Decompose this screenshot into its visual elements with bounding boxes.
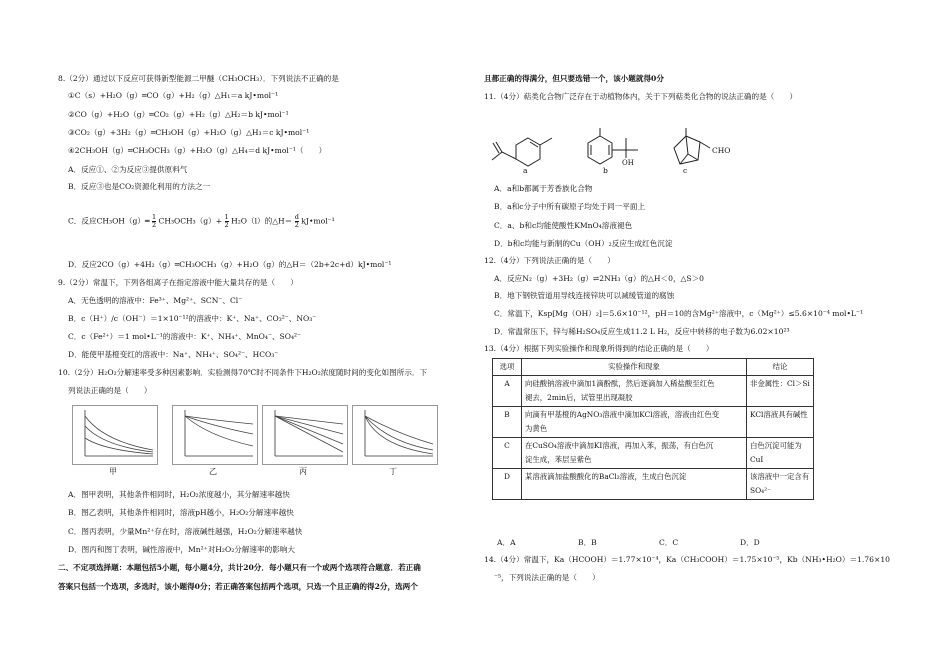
q8-option-b: B．反应③也是CO₂资源化利用的方法之一 xyxy=(68,182,211,191)
table-cell-operation: 向硅酸钠溶液中滴加1滴酚酞，然后逐滴加入稀盐酸至红色 褪去，2min后，试管里出现凝胶 xyxy=(522,376,747,407)
figure-label-ding: 丁 xyxy=(389,467,397,476)
table-row xyxy=(493,438,814,469)
q10-option-d: D．图丙和图丁表明，碱性溶液中，Mn²⁺对H₂O₂分解速率的影响大 xyxy=(68,545,295,554)
section2-heading-line2: 答案只包括一个选项，多选时，该小题得0分；若正确答案包括两个选项，只选一个且正确的得2分，选两个 xyxy=(58,582,418,591)
structure-b xyxy=(578,128,658,173)
q14-stem-line2: ⁻⁵，下列说法正确的是（ ） xyxy=(494,573,600,582)
table-cell-option: A xyxy=(493,376,522,407)
fraction-half-2: $\frac{1}{2}$ xyxy=(224,213,229,229)
figure-ding-curves xyxy=(353,406,437,464)
table-cell-operation: 向滴有甲基橙的AgNO₃溶液中滴加KCl溶液，溶液由红色变 为黄色 xyxy=(522,407,747,438)
q8-reaction-1: ①C（s）+H₂O（g）═CO（g）+H₂（g）△H₁＝a kJ•mol⁻¹ xyxy=(68,91,279,100)
structure-b-oh: OH xyxy=(622,159,634,167)
table-row xyxy=(493,407,814,438)
structure-c-cho: CHO xyxy=(712,146,731,155)
figure-jia xyxy=(72,405,158,465)
q10-option-a: A．图甲表明，其他条件相同时，H₂O₂浓度越小，其分解速率越快 xyxy=(68,490,290,499)
q10-stem-line2: 列说法正确的是（ ） xyxy=(68,386,152,395)
q14-stem-line1: 14.（4分）常温下，Ka（HCOOH）＝1.77×10⁻⁴，Ka（CH₃COOH）＝1.75×10⁻⁵，Kb（NH₃•H₂O）＝1.76×10 xyxy=(484,555,890,564)
q12-option-a: A．反应N₂（g）+3H₂（g）⇌2NH₃（g）的△H＜0，△S＞0 xyxy=(494,274,705,283)
table-header: 结论 xyxy=(747,359,814,376)
q9-option-a: A．无色透明的溶液中：Fe³⁺、Mg²⁺、SCN⁻、Cl⁻ xyxy=(68,296,243,305)
figure-bing xyxy=(262,405,348,465)
structure-label-a: a xyxy=(523,166,528,175)
table-row xyxy=(493,376,814,407)
table-cell-option: C xyxy=(493,438,522,469)
q11-option-b: B．a和c分子中所有碳原子均处于同一平面上 xyxy=(494,202,646,211)
q9-option-b: B．c（H⁺）/c（OH⁻）＝1×10⁻¹²的溶液中：K⁺、Na⁺、CO₃²⁻、NO₃⁻ xyxy=(68,314,317,323)
table-cell-option: D xyxy=(493,469,522,500)
q8-option-c-part1: C．反应CH₃OH（g）═ xyxy=(68,216,150,226)
q12-stem: 12.（4分）下列说法正确的是（ ） xyxy=(484,256,615,265)
q8-option-d: D．反应2CO（g）+4H₂（g）═CH₃OCH₃（g）+H₂O（g）的△H＝（2b+2c+d）kJ•mol⁻¹ xyxy=(68,260,392,269)
q13-stem: 13.（4分）根据下列实验操作和现象所得到的结论正确的是（ ） xyxy=(484,344,714,353)
q11-stem: 11.（4分）萜类化合物广泛存在于动植物体内，关于下列萜类化合物的说法正确的是（ ） xyxy=(484,92,798,101)
q9-option-c: C．c（Fe²⁺）＝1 mol•L⁻¹的溶液中：K⁺、NH₄⁺、MnO₄⁻、SO₄²⁻ xyxy=(68,332,302,341)
q8-option-c-part2: CH₃OCH₃（g）+ xyxy=(158,216,223,226)
q8-reaction-3: ③CO₂（g）+3H₂（g）═CH₃OH（g）+H₂O（g）△H₃＝c kJ•mol⁻¹ xyxy=(68,128,310,137)
q11-option-a: A．a和b都属于芳香族化合物 xyxy=(494,184,593,193)
q12-option-c: C．常温下，Ksp[Mg（OH）₂]＝5.6×10⁻¹²，pH＝10的含Mg²⁺溶液中，c（Mg²⁺）≤5.6×10⁻⁴ mol•L⁻¹ xyxy=(494,309,864,318)
table-header: 选项 xyxy=(493,359,522,376)
table-cell-conclusion: 该溶液中一定含有 SO₄²⁻ xyxy=(747,469,814,500)
table-header-row xyxy=(493,359,814,376)
table-header: 实验操作和现象 xyxy=(522,359,747,376)
table-row xyxy=(493,469,814,500)
q11-option-d: D．b和c均能与新制的Cu（OH）₂反应生成红色沉淀 xyxy=(494,239,673,248)
q10-stem-line1: 10.（2分）H₂O₂分解速率受多种因素影响．实验测得70℃时不同条件下H₂O₂浓度随时间的变化如图所示．下 xyxy=(58,368,428,377)
q8-option-a: A．反应①、②为反应③提供原料气 xyxy=(68,165,188,174)
figure-label-bing: 丙 xyxy=(299,467,307,476)
q8-option-c-part3: H₂O（l）的△H＝ xyxy=(231,216,293,226)
q12-option-b: B．地下钢铁管道用导线连接锌块可以减缓管道的腐蚀 xyxy=(494,291,675,300)
table-cell-operation: 某溶液滴加盐酸酸化的BaCl₂溶液，生成白色沉淀 xyxy=(522,469,747,500)
section2-heading-line1: 二、不定项选择题：本题包括5小题，每小题4分，共计20分．每小题只有一个或两个选项符合题意．若正确 xyxy=(58,563,421,572)
q13-choice-d: D．D xyxy=(740,538,760,547)
table-cell-conclusion: 非金属性：Cl＞Si xyxy=(747,376,814,407)
q10-option-b: B．图乙表明，其他条件相同时，溶液pH越小，H₂O₂分解速率越快 xyxy=(68,508,294,517)
table-cell-operation: 在CuSO₄溶液中滴加KI溶液，再加入苯，振荡，有白色沉 淀生成，苯层呈紫色 xyxy=(522,438,747,469)
q12-option-d: D．常温常压下，锌与稀H₂SO₄反应生成11.2 L H₂，反应中转移的电子数为6.02×10²³ xyxy=(494,327,790,336)
structure-a xyxy=(488,130,568,175)
figure-yi xyxy=(172,405,258,465)
figure-ding xyxy=(352,405,438,465)
structure-label-b: b xyxy=(603,166,608,175)
structure-c xyxy=(666,128,716,173)
figure-yi-curves xyxy=(173,406,257,464)
table-cell-conclusion: 白色沉淀可能为 CuI xyxy=(747,438,814,469)
figure-bing-curves xyxy=(263,406,347,464)
q13-choice-c: C．C xyxy=(659,538,679,547)
figure-jia-curves xyxy=(73,406,157,464)
q8-stem: 8.（2分）通过以下反应可获得新型能源二甲醚（CH₃OCH₃）．下列说法不正确的是 xyxy=(58,74,339,83)
q13-choice-b: B．B xyxy=(578,538,597,547)
q8-reaction-4: ④2CH₃OH（g）═CH₃OCH₃（g）+H₂O（g）△H₄＝d kJ•mol⁻¹（ ） xyxy=(68,146,327,155)
fraction-half-1: $\frac{1}{2}$ xyxy=(151,213,157,229)
figure-label-jia: 甲 xyxy=(109,467,117,476)
q10-option-c: C．图丙表明，少量Mn²⁺存在时，溶液碱性越强，H₂O₂分解速率越快 xyxy=(68,527,303,536)
structure-label-c: c xyxy=(683,166,688,175)
q8-reaction-2: ②CO（g）+H₂O（g）═CO₂（g）+H₂（g）△H₂＝b kJ•mol⁻¹ xyxy=(68,110,289,119)
table-cell-option: B xyxy=(493,407,522,438)
fraction-d-half: $\frac{d}{2}$ xyxy=(294,213,299,229)
table-cell-conclusion: KCl溶液具有碱性 xyxy=(747,407,814,438)
q8-option-c xyxy=(68,214,335,229)
q13-choice-a: A．A xyxy=(497,538,516,547)
q13-table xyxy=(492,358,814,500)
section2-heading-line3: 且都正确的得满分，但只要选错一个，该小题就得0分 xyxy=(484,74,664,83)
q9-option-d: D．能使甲基橙变红的溶液中：Na⁺、NH₄⁺、SO₄²⁻、HCO₃⁻ xyxy=(68,350,279,359)
q8-option-c-part4: kJ•mol⁻¹ xyxy=(301,216,335,226)
figure-label-yi: 乙 xyxy=(209,467,217,476)
q9-stem: 9.（2分）常温下，下列各组离子在指定溶液中能大量共存的是（ ） xyxy=(58,278,298,287)
q11-option-c: C．a、b和c均能使酸性KMnO₄溶液褪色 xyxy=(494,221,633,230)
